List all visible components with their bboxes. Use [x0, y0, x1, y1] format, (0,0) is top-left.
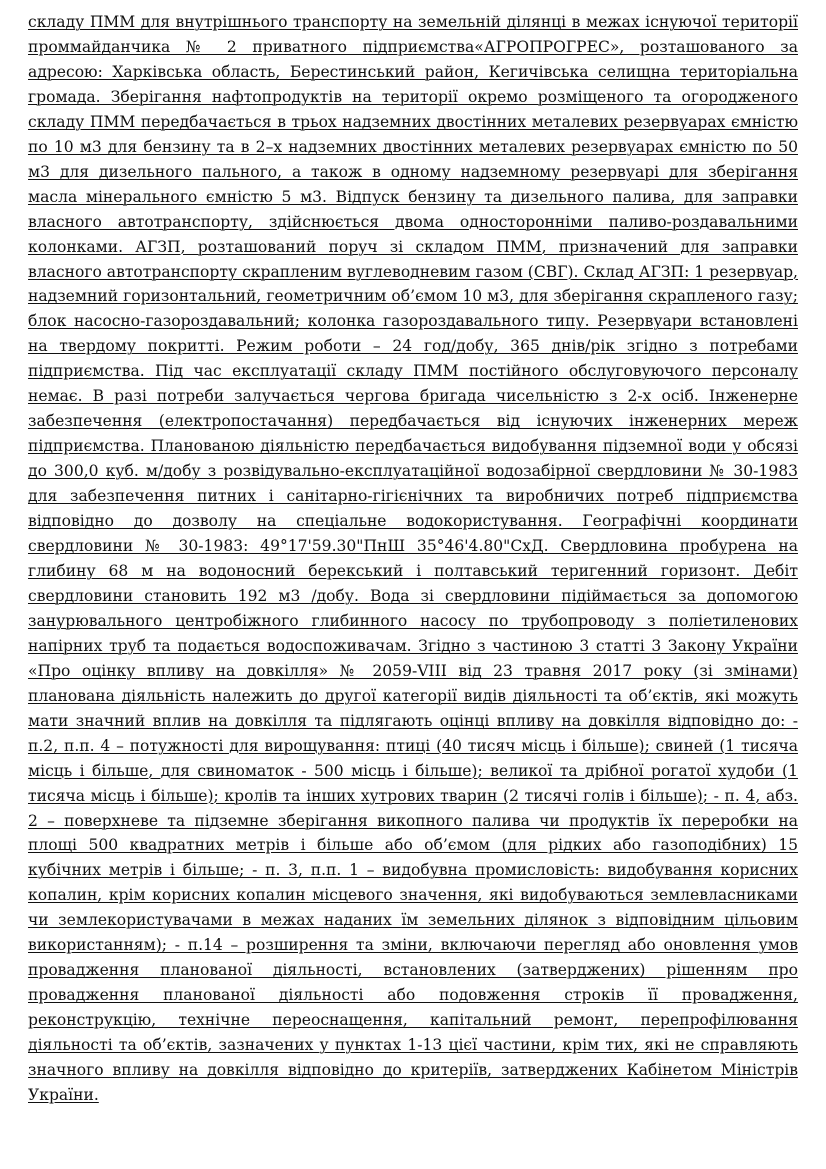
document-body-paragraph: складу ПММ для внутрішнього транспорту на земельній ділянці в межах існуючої території проммайданчика № 2 приватного підприємства«АГРОПРОГРЕС», розташованого за адресою: Харківська область, Берестинський район, Кегичівська селищна територіальна громада. Зберігання нафтопродуктів на території окремо розміщеного та огородженого складу ПММ передбачається в трьох надземних двостінних металевих резервуарах ємністю по 10 м3 для бензину та в 2–х надземних двостінних металевих резервуарах ємністю по 50 м3 для дизельного пального, а також в одному надземному резервуарі для зберігання масла мінерального ємністю 5 м3. Відпуск бензину та дизельного палива, для заправки власного автотранспорту, здійснюється двома односторонніми паливо-роздавальними колонками. АГЗП, розташований поруч зі складом ПММ, призначений для заправки власного автотранспорту скрапленим вуглеводневим газом (СВГ). Склад АГЗП: 1 резервуар, надземний горизонтальний, геометричним об’ємом 10 м3, для зберігання скрапленого газу; блок насосно-газороздавальний; колонка газороздавального типу. Резервуари встановлені на твердому покритті. Режим роботи – 24 год/добу, 365 днів/рік згідно з потребами підприємства. Під час експлуатації складу ПММ постійного обслуговуючого персоналу немає. В разі потреби залучається чергова бригада чисельністю з 2-х осіб. Інженерне забезпечення (електропостачання) передбачається від існуючих інженерних мереж підприємства. Планованою діяльністю передбачається видобування підземної води у обсязі до 300,0 куб. м/добу з розвідувально-експлуатаційної водозабірної свердловини № 30-1983 для забезпечення питних і санітарно-гігієнічних та виробничих потреб підприємства відповідно до дозволу на спеціальне водокористування. Географічні координати свердловини № 30-1983: 49°17'59.30"ПнШ 35°46'4.80"СхД. Свердловина пробурена на глибину 68 м на водоносний берекський і полтавський теригенний горизонт. Дебіт свердловини становить 192 м3 /добу. Вода зі свердловини підіймається за допомогою занурювального центробіжного глибинного насосу по трубопроводу з поліетиленових напірних труб та подається водоспоживачам. Згідно з частиною 3 статті 3 Закону України «Про оцінку впливу на довкілля» № 2059-VIII від 23 травня 2017 року (зі змінами) планована діяльність належить до другої категорії видів діяльності та об’єктів, які можуть мати значний вплив на довкілля та підлягають оцінці впливу на довкілля відповідно до: - п.2, п.п. 4 – потужності для вирощування: птиці (40 тисяч місць і більше); свиней (1 тисяча місць і більше, для свиноматок - 500 місць і більше); великої та дрібної рогатої худоби (1 тисяча місць і більше); кролів та інших хутрових тварин (2 тисячі голів і більше); - п. 4, абз. 2 – поверхневе та підземне зберігання викопного палива чи продуктів їх переробки на площі 500 квадратних метрів і більше або об’ємом (для рідких або газоподібних) 15 кубічних метрів і більше; - п. 3, п.п. 1 – видобувна промисловість: видобування корисних копалин, крім корисних копалин місцевого значення, які видобуваються землевласниками чи землекористувачами в межах наданих їм земельних ділянок з відповідним цільовим використанням); - п.14 – розширення та зміни, включаючи перегляд або оновлення умов провадження планованої діяльності, встановлених (затверджених) рішенням про провадження планованої діяльності або подовження строків її провадження, реконструкцію, технічне переоснащення, капітальний ремонт, перепрофілювання діяльності та об’єктів, зазначених у пунктах 1-13 цієї частини, крім тих, які не справляють значного впливу на довкілля відповідно до критеріїв, затверджених Кабінетом Міністрів України. — [28, 13, 798, 1104]
